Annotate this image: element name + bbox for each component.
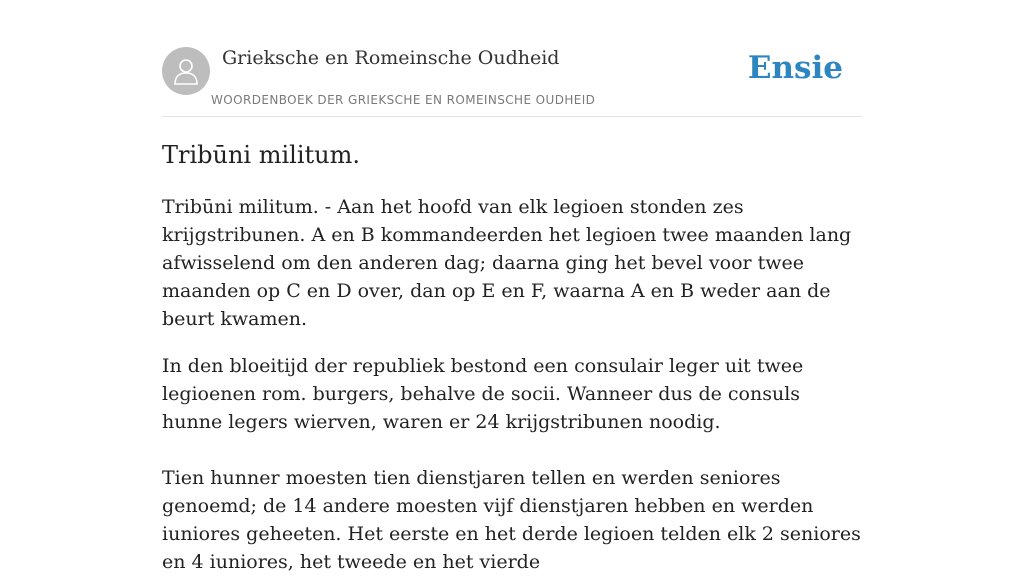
- entry-title: Tribūni militum.: [162, 141, 361, 169]
- page-header: [162, 46, 862, 117]
- user-icon: [172, 56, 200, 86]
- article-paragraph: Tribūni militum. - Aan het hoofd van elk legioen stonden zes krijgstribunen. A en B kommandeerden het legioen twee maanden lang afwisselend om den anderen dag; daarna ging het bevel voor twee maanden op C en D over, dan op E en F, waarna A en B weder aan de beurt kwamen.: [162, 196, 852, 330]
- article-content: [162, 140, 864, 576]
- brand-logo-link[interactable]: Ensie: [747, 50, 843, 86]
- source-title-link[interactable]: Grieksche en Romeinsche Oudheid: [222, 47, 560, 69]
- article-paragraph: Tien hunner moesten tien dienstjaren tellen en werden seniores genoemd; de 14 andere moesten vijf dienstjaren hebben en werden iuniores geheeten. Het eerste en het derde legioen telden elk 2 seniores en 4 iuniores, het tweede en het vierde: [162, 467, 861, 573]
- article-paragraph: In den bloeitijd der republiek bestond een consulair leger uit twee legioenen rom. burgers, behalve de socii. Wanneer dus de consuls hunne legers wierven, waren er 24 krijgstribunen noodig.: [162, 355, 804, 433]
- source-subtitle: WOORDENBOEK DER GRIEKSCHE EN ROMEINSCHE OUDHEID: [211, 93, 596, 107]
- source-avatar[interactable]: [162, 47, 210, 95]
